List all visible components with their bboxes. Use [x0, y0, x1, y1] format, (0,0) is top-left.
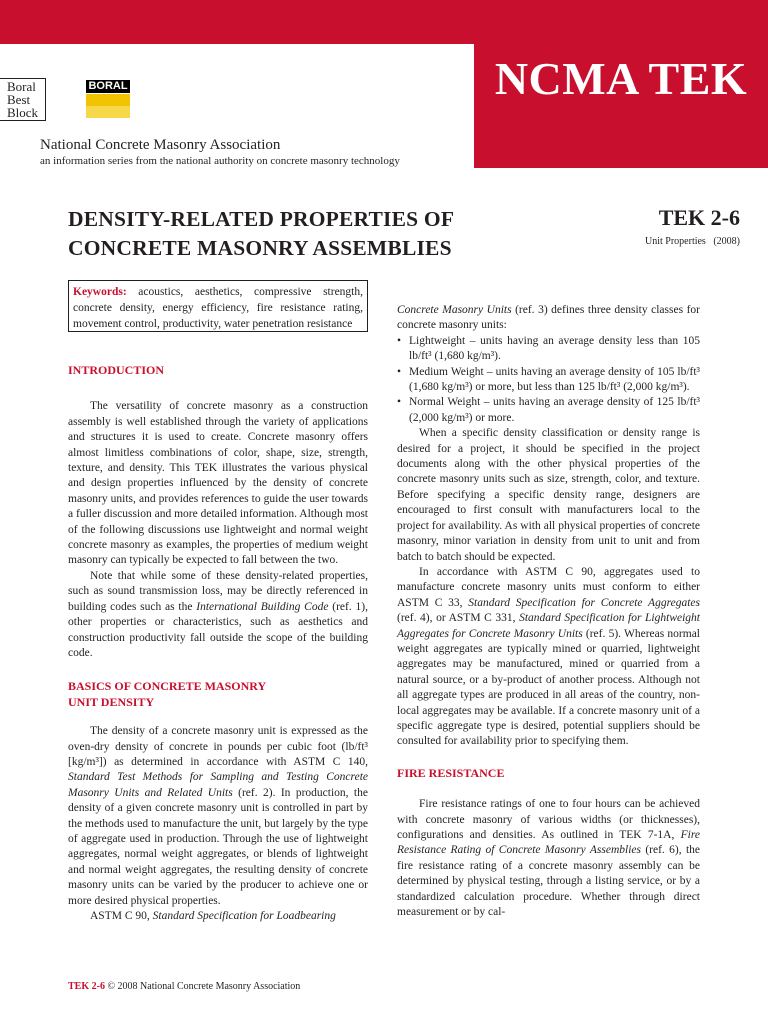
paragraph: Note that while some of these density-related properties, such as sound transmission loss, may be directly referenced in building codes such as the International Building Code (ref. 1), other properties or characteristics, such as aesthetics and construction productivity fall outside the scope of the building code.: [68, 569, 368, 659]
keywords-label: Keywords:: [73, 286, 127, 298]
tek-category: Unit Properties (2008): [645, 236, 740, 247]
density-class-list: [397, 334, 700, 426]
logo-line: Best: [7, 92, 31, 107]
paragraph: Concrete Masonry Units (ref. 3) defines three density classes for concrete masonry units:: [397, 304, 700, 332]
paragraph: ASTM C 90, Standard Specification for Loadbearing: [90, 910, 336, 922]
paragraph: The density of a concrete masonry unit is expressed as the oven-dry density of concrete in pounds per cubic foot (lb/ft³ [kg/m³]) as determined in accordance with ASTM C 140, Standard Test Methods for Sampling and Testing Concrete Masonry Units and Related Units (ref. 2). In production, the density of a given concrete masonry unit is controlled in part by the methods used to manufacture the unit, but largely by the type of aggregate used in production. Through the use of lightweight aggregates, normal weight aggregates, or blends of lightweight and normal weight aggregates, the resulting density of concrete masonry units can be varied by the producer to achieve one or more desired physical properties.: [68, 725, 368, 907]
section-heading-introduction: INTRODUCTION: [68, 363, 165, 377]
boral-stripe: [86, 106, 130, 118]
brand-title: NCMA TEK: [494, 53, 748, 104]
boral-best-block-logo: [0, 78, 46, 121]
footer-tek: TEK 2-6: [68, 981, 105, 992]
section-heading-fire-resistance: FIRE RESISTANCE: [397, 765, 505, 780]
logo-line: Boral: [7, 79, 36, 94]
paragraph: In accordance with ASTM C 90, aggregates used to manufacture concrete masonry units must conform to either ASTM C 33, Standard Specification for Concrete Aggregates (ref. 4), or ASTM C 331, Standard Specification for Lightweight Aggregates for Concrete Masonry Units (ref. 5). Whereas normal weight aggregates are typically mined or quarried, lightweight aggregates may be manufactured, mined or quarried from a natural source, or a by-product of another process. Although not all aggregate types are produced in all areas of the country, non-local aggregates may be available. If a concrete masonry unit of a specific aggregate type is desired, potential suppliers should be consulted for availability prior to specifying them.: [397, 565, 701, 748]
paragraph: When a specific density classification or density range is desired for a project, it should be specified in the project documents along with the other physical properties of the concrete masonry units such as size, strength, color, and texture. Before specifying a specific density range, designers are encouraged to first consult with manufacturers local to the project for availability. As with all physical properties of concrete masonry, minor variation in density from unit to unit and from batch to batch should be expected.: [397, 427, 700, 563]
logo-line: Block: [7, 105, 39, 120]
title-line: CONCRETE MASONRY ASSEMBLIES: [68, 236, 452, 260]
paragraph: The versatility of concrete masonry as a construction assembly is well established through the variety of applications and structures it is used to create. Concrete masonry offers almost limitless combinations of color, shape, size, strength, texture, and density. This TEK illustrates the various physical and design properties influenced by the density of concrete masonry units, and provides references to guide the user towards a fuller discussion and more detailed information. Although most of the following discussions use lightweight and normal weight concrete masonry as examples, the properties of medium weight masonry can typically be expected to fall between the two.: [68, 400, 368, 567]
left-column: [68, 363, 368, 924]
right-column: [397, 303, 700, 920]
keywords-box: [68, 280, 368, 332]
boral-wordmark: BORAL: [86, 80, 130, 93]
footer-copyright: © 2008 National Concrete Masonry Association: [104, 981, 301, 992]
boral-stripe: [86, 94, 130, 106]
paragraph: Fire resistance ratings of one to four hours can be achieved with concrete masonry of various widths (or thicknesses), configurations and densities. As outlined in TEK 7-1A, Fire Resistance Rating of Concrete Masonry Assemblies (ref. 6), the fire resistance rating of a concrete masonry assembly can be determined by physical testing, through a listing service, or by a standardized calculation procedure. Whether through direct measurement or by cal-: [397, 798, 700, 919]
list-item: • Normal Weight – units having an average density of 125 lb/ft³ (2,000 kg/m³) or more.: [397, 395, 700, 426]
document-title: [68, 205, 538, 263]
title-line: DENSITY-RELATED PROPERTIES OF: [68, 207, 455, 231]
list-item: • Lightweight – units having an average density less than 105 lb/ft³ (1,680 kg/m³).: [397, 334, 700, 365]
series-tagline: an information series from the national authority on concrete masonry technology: [40, 155, 400, 167]
boral-logo: [86, 80, 130, 118]
list-item: • Medium Weight – units having an average density of 105 lb/ft³ (1,680 kg/m³) or more, but less than 125 lb/ft³ (2,000 kg/m³).: [397, 365, 700, 396]
tek-number: TEK 2-6: [658, 205, 740, 230]
association-name: National Concrete Masonry Association: [40, 137, 281, 153]
section-heading-basics: BASICS OF CONCRETE MASONRY UNIT DENSITY: [68, 679, 267, 709]
page-footer: [68, 981, 300, 992]
keywords-text: acoustics, aesthetics, compressive strength, concrete density, energy efficiency, fire resistance rating, movement control, productivity, water penetration resistance: [73, 286, 363, 330]
header-band: [0, 0, 768, 44]
